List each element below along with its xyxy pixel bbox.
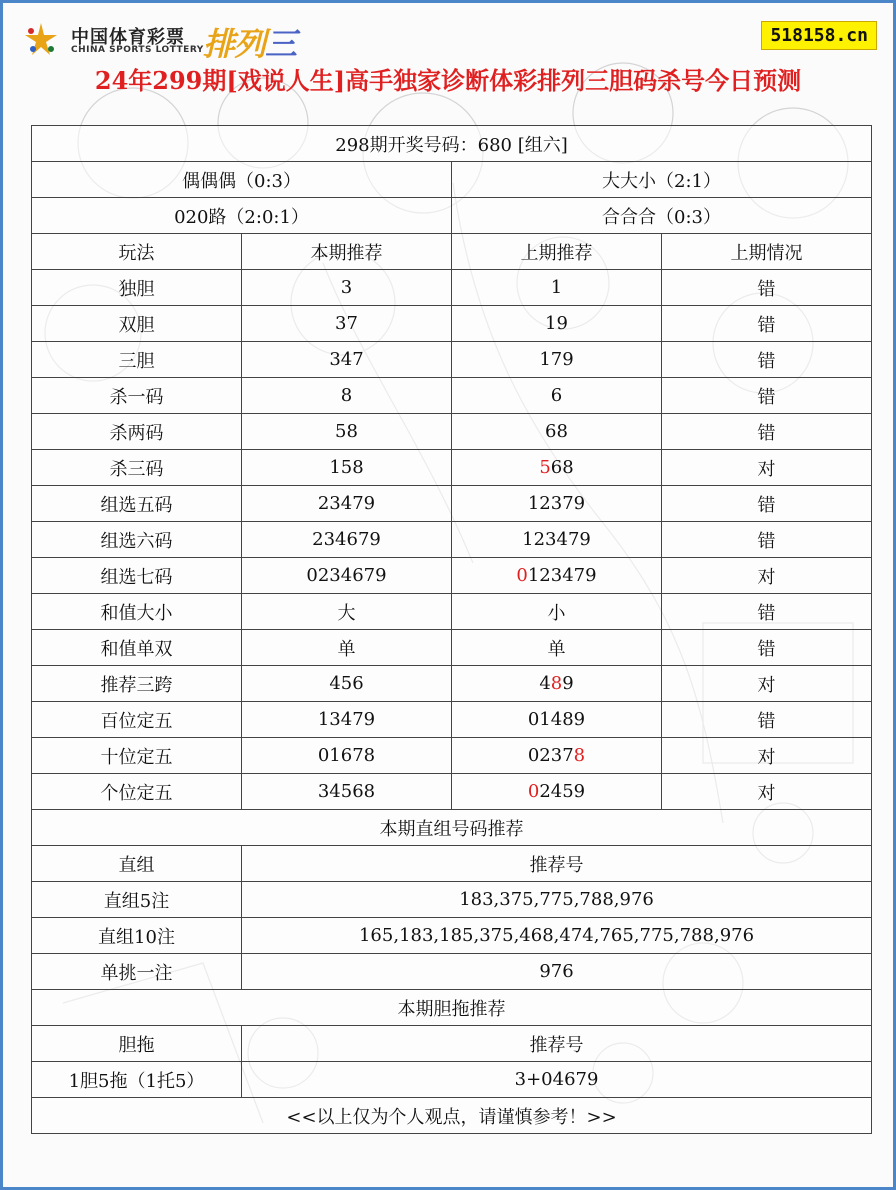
- current-pick-cell: 58: [242, 414, 452, 450]
- prev-pick-segment: 19: [545, 313, 568, 334]
- table-row: [32, 630, 872, 666]
- prev-pick-segment: 1: [550, 277, 563, 298]
- draw-summary-row: [32, 126, 872, 162]
- current-pick-cell: 13479: [242, 702, 452, 738]
- parity-pattern: 偶偶偶（0:3）: [32, 162, 452, 198]
- logo-game-b: 三: [265, 25, 297, 63]
- play-cell: 杀一码: [32, 378, 242, 414]
- lottery-logo: [21, 19, 341, 61]
- prev-pick-segment: 12379: [527, 493, 586, 514]
- table-row: [32, 774, 872, 810]
- prime-pattern: 合合合（0:3）: [452, 198, 872, 234]
- result-cell: 错: [662, 342, 872, 378]
- prev-pick-cell: [452, 306, 662, 342]
- prev-pick-cell: [452, 486, 662, 522]
- current-pick-cell: 37: [242, 306, 452, 342]
- result-cell: 错: [662, 522, 872, 558]
- col-header-prev: 上期推荐: [452, 234, 662, 270]
- footer-note: <<以上仅为个人观点，请谨慎参考！>>: [32, 1098, 872, 1134]
- result-cell: 错: [662, 630, 872, 666]
- result-cell: 对: [662, 774, 872, 810]
- page-title: 24年299期[戏说人生]高手独家诊断体彩排列三胆码杀号今日预测: [94, 66, 802, 95]
- dantuo-section-heading: 本期胆拖推荐: [32, 990, 872, 1026]
- col-header-result: 上期情况: [662, 234, 872, 270]
- play-cell: 杀三码: [32, 450, 242, 486]
- section-header-row: [32, 846, 872, 882]
- table-row: [32, 918, 872, 954]
- result-cell: 错: [662, 378, 872, 414]
- logo-game-name: [203, 19, 296, 65]
- table-row: [32, 558, 872, 594]
- result-cell: 错: [662, 414, 872, 450]
- current-pick-cell: 347: [242, 342, 452, 378]
- result-cell: 对: [662, 666, 872, 702]
- prev-pick-segment: 4: [539, 673, 551, 694]
- direct-section-heading: 本期直组号码推荐: [32, 810, 872, 846]
- current-pick-cell: 234679: [242, 522, 452, 558]
- prediction-table: [31, 125, 872, 1134]
- current-pick-cell: 456: [242, 666, 452, 702]
- result-cell: 错: [662, 594, 872, 630]
- current-pick-cell: 3: [242, 270, 452, 306]
- draw-summary: 298期开奖号码：680 [组六]: [32, 126, 872, 162]
- direct-col-a: 直组: [32, 846, 242, 882]
- col-header-play: 玩法: [32, 234, 242, 270]
- result-cell: 错: [662, 306, 872, 342]
- prev-pick-segment: 单: [547, 638, 566, 660]
- play-cell: 组选七码: [32, 558, 242, 594]
- table-row: [32, 270, 872, 306]
- table-row: [32, 342, 872, 378]
- play-cell: 个位定五: [32, 774, 242, 810]
- current-pick-cell: 0234679: [242, 558, 452, 594]
- play-cell: 双胆: [32, 306, 242, 342]
- prev-pick-hit: 5: [539, 457, 551, 478]
- result-cell: 错: [662, 486, 872, 522]
- row-label: 直组5注: [32, 882, 242, 918]
- section-header-row: [32, 1026, 872, 1062]
- result-cell: 对: [662, 450, 872, 486]
- play-cell: 百位定五: [32, 702, 242, 738]
- prev-pick-cell: [452, 738, 662, 774]
- prev-pick-hit: 8: [573, 745, 586, 766]
- logo-text-cn: 中国体育彩票: [71, 27, 185, 48]
- prev-pick-cell: [452, 522, 662, 558]
- table-header-row: [32, 234, 872, 270]
- prev-pick-cell: [452, 558, 662, 594]
- table-row: [32, 522, 872, 558]
- prev-pick-segment: 123479: [527, 565, 597, 586]
- prev-pick-hit: 8: [550, 673, 563, 694]
- row-label: 直组10注: [32, 918, 242, 954]
- lottery-star-icon: [21, 19, 61, 59]
- prev-pick-cell: [452, 414, 662, 450]
- current-pick-cell: 158: [242, 450, 452, 486]
- result-cell: 错: [662, 702, 872, 738]
- prev-pick-cell: [452, 774, 662, 810]
- prev-pick-cell: [452, 342, 662, 378]
- prev-pick-segment: 68: [550, 457, 574, 478]
- site-badge[interactable]: 518158.cn: [761, 21, 877, 50]
- table-row: [32, 414, 872, 450]
- play-cell: 和值大小: [32, 594, 242, 630]
- play-cell: 和值单双: [32, 630, 242, 666]
- table-row: [32, 702, 872, 738]
- dantuo-col-b: 推荐号: [242, 1026, 872, 1062]
- current-pick-cell: 23479: [242, 486, 452, 522]
- play-cell: 组选五码: [32, 486, 242, 522]
- prev-pick-cell: [452, 450, 662, 486]
- prev-pick-segment: 68: [545, 421, 568, 442]
- result-cell: 对: [662, 738, 872, 774]
- play-cell: 组选六码: [32, 522, 242, 558]
- direct-col-b: 推荐号: [242, 846, 872, 882]
- prev-pick-hit: 0: [527, 781, 540, 802]
- prev-pick-segment: 01489: [527, 709, 586, 730]
- table-row: [32, 450, 872, 486]
- table-row: [32, 666, 872, 702]
- footer-row: [32, 1098, 872, 1134]
- section-heading-row: [32, 810, 872, 846]
- row-value: 976: [242, 954, 872, 990]
- table-row: [32, 594, 872, 630]
- prev-pick-segment: 9: [562, 673, 574, 694]
- draw-pattern-row: [32, 198, 872, 234]
- result-cell: 对: [662, 558, 872, 594]
- row-label: 1胆5拖（1托5）: [32, 1062, 242, 1098]
- current-pick-cell: 34568: [242, 774, 452, 810]
- row-value: 183,375,775,788,976: [242, 882, 872, 918]
- prev-pick-cell: [452, 666, 662, 702]
- route-pattern: 020路（2:0:1）: [32, 198, 452, 234]
- current-pick-cell: 8: [242, 378, 452, 414]
- size-pattern: 大大小（2:1）: [452, 162, 872, 198]
- row-value: 3+04679: [242, 1062, 872, 1098]
- prev-pick-cell: [452, 702, 662, 738]
- current-pick-cell: 单: [242, 630, 452, 666]
- result-cell: 错: [662, 270, 872, 306]
- play-cell: 独胆: [32, 270, 242, 306]
- table-row: [32, 882, 872, 918]
- dantuo-col-a: 胆拖: [32, 1026, 242, 1062]
- col-header-current: 本期推荐: [242, 234, 452, 270]
- prev-pick-cell: [452, 594, 662, 630]
- table-row: [32, 954, 872, 990]
- prev-pick-hit: 0: [516, 565, 528, 586]
- table-row: [32, 738, 872, 774]
- row-value: 165,183,185,375,468,474,765,775,788,976: [242, 918, 872, 954]
- play-cell: 十位定五: [32, 738, 242, 774]
- logo-text-en: CHINA SPORTS LOTTERY: [71, 45, 204, 55]
- prev-pick-segment: 179: [539, 349, 574, 370]
- prev-pick-segment: 小: [547, 602, 566, 624]
- row-label: 单挑一注: [32, 954, 242, 990]
- table-row: [32, 306, 872, 342]
- section-heading-row: [32, 990, 872, 1026]
- prev-pick-segment: 0237: [527, 745, 574, 766]
- current-pick-cell: 01678: [242, 738, 452, 774]
- play-cell: 推荐三跨: [32, 666, 242, 702]
- prev-pick-segment: 6: [550, 385, 563, 406]
- prev-pick-cell: [452, 378, 662, 414]
- prev-pick-segment: 2459: [539, 781, 586, 802]
- table-row: [32, 486, 872, 522]
- logo-game-a: 排列: [203, 25, 266, 63]
- play-cell: 三胆: [32, 342, 242, 378]
- current-pick-cell: 大: [242, 594, 452, 630]
- prev-pick-segment: 123479: [522, 529, 591, 550]
- draw-pattern-row: [32, 162, 872, 198]
- table-row: [32, 378, 872, 414]
- prev-pick-cell: [452, 270, 662, 306]
- prev-pick-cell: [452, 630, 662, 666]
- table-row: [32, 1062, 872, 1098]
- play-cell: 杀两码: [32, 414, 242, 450]
